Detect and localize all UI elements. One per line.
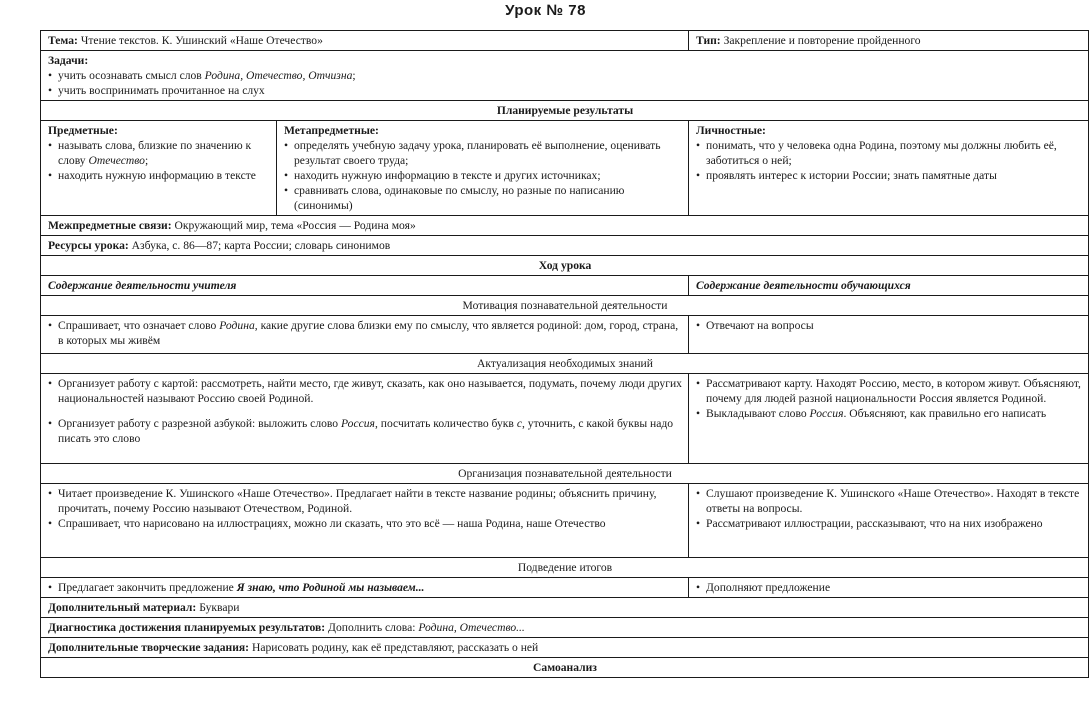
stage-summary-student xyxy=(689,578,1089,598)
creative-row xyxy=(41,638,1089,658)
task-italic: Родина, Отечество, Отчизна xyxy=(204,69,353,82)
additional-material-cell xyxy=(41,598,1089,618)
teacher-text: Предлагает закончить предложение xyxy=(58,581,237,594)
teacher-italic: Россия xyxy=(341,417,375,430)
stage-organization-teacher xyxy=(41,484,689,558)
stage-organization-student xyxy=(689,484,1089,558)
stage-summary-title: Подведение итогов xyxy=(41,558,1089,578)
subject-heading: Предметные: xyxy=(48,124,118,137)
lesson-plan-table xyxy=(40,30,1089,678)
resources-row xyxy=(41,236,1089,256)
meta-item: • находить нужную информацию в тексте и других источниках; xyxy=(284,168,682,183)
stage-motivation-teacher xyxy=(41,316,689,354)
student-item: • Слушают произведение К. Ушинского «Наше Отечество». Находят в тексте ответы на вопросы. xyxy=(696,486,1082,516)
type-cell xyxy=(689,31,1089,51)
teacher-italic: Я знаю, что Родиной мы называем... xyxy=(236,581,425,594)
interdisciplinary-row xyxy=(41,216,1089,236)
stage-actualization-teacher xyxy=(41,374,689,464)
teacher-text-end: , какие другие слова близки ему по смыслу, что является родиной: дом, город, страна, в которых мы живём xyxy=(58,319,679,347)
planned-results-heading: Планируемые результаты xyxy=(41,101,1089,121)
diagnostics-cell xyxy=(41,618,1089,638)
self-analysis-heading: Самоанализ xyxy=(41,658,1089,678)
teacher-item xyxy=(48,580,682,595)
stage-title-row xyxy=(41,354,1089,374)
topic-value: Чтение текстов. К. Ушинский «Наше Отечество» xyxy=(80,34,323,47)
meta-item: • сравнивать слова, одинаковые по смыслу, но разные по написанию (синонимы) xyxy=(284,183,682,213)
personal-results-cell xyxy=(689,121,1089,216)
resources-cell xyxy=(41,236,1089,256)
subject-text-end: ; xyxy=(144,154,149,167)
student-item: • Рассматривают иллюстрации, рассказывают, что на них изображено xyxy=(696,516,1082,531)
topic-row xyxy=(41,31,1089,51)
stage-row xyxy=(41,374,1089,464)
teacher-italic-2: с xyxy=(516,417,522,430)
stage-row xyxy=(41,578,1089,598)
stage-row xyxy=(41,484,1089,558)
teacher-item: • Читает произведение К. Ушинского «Наше Отечество». Предлагает найти в тексте название родины; объяснить причину, прочитать, почему Россию называют Отечеством, Родиной. xyxy=(48,486,682,516)
diagnostics-label: Диагностика достижения планируемых результатов: xyxy=(48,621,326,634)
additional-material-label: Дополнительный материал: xyxy=(48,601,197,614)
personal-item: • проявлять интерес к истории России; знать памятные даты xyxy=(696,168,1082,183)
task-text: учить осознавать смысл слов xyxy=(58,69,205,82)
teacher-item xyxy=(48,416,682,446)
creative-cell xyxy=(41,638,1089,658)
teacher-column-header: Содержание деятельности учителя xyxy=(41,276,689,296)
self-analysis-row xyxy=(41,658,1089,678)
teacher-item: • Организует работу с картой: рассмотреть, найти место, где живут, сказать, как оно называется, подумать, почему люди других национальностей называют Россию своей Родиной. xyxy=(48,376,682,406)
topic-cell xyxy=(41,31,689,51)
lesson-flow-heading: Ход урока xyxy=(41,256,1089,276)
page-title: Урок № 78 xyxy=(505,2,586,19)
meta-item: • определять учебную задачу урока, планировать её выполнение, оценивать результат своего труда; xyxy=(284,138,682,168)
results-row xyxy=(41,121,1089,216)
creative-label: Дополнительные творческие задания: xyxy=(48,641,250,654)
interdisciplinary-label: Межпредметные связи: xyxy=(48,219,172,232)
teacher-text: Спрашивает, что означает слово xyxy=(58,319,220,332)
type-label: Тип: xyxy=(696,34,721,47)
student-text: Выкладывают слово xyxy=(706,407,810,420)
interdisciplinary-value: Окружающий мир, тема «Россия — Родина моя» xyxy=(174,219,416,232)
student-item: • Дополняют предложение xyxy=(696,580,1082,595)
resources-label: Ресурсы урока: xyxy=(48,239,129,252)
tasks-cell xyxy=(41,51,1089,101)
subject-results-cell xyxy=(41,121,277,216)
stage-title-row xyxy=(41,558,1089,578)
teacher-text-end: , уточнить, с какой буквы надо писать это слово xyxy=(58,417,674,445)
tasks-label: Задачи: xyxy=(48,54,89,67)
diagnostics-italic: Родина, Отечество... xyxy=(418,621,525,634)
stage-organization-title: Организация познавательной деятельности xyxy=(41,464,1089,484)
stage-title-row xyxy=(41,464,1089,484)
diagnostics-row xyxy=(41,618,1089,638)
student-item: • Рассматривают карту. Находят Россию, место, в котором живут. Объясняют, почему для людей разной национальности Россия является Родиной. xyxy=(696,376,1082,406)
student-italic: Россия xyxy=(809,407,844,420)
type-value: Закрепление и повторение пройденного xyxy=(723,34,921,47)
student-text-end: . Объясняют, как правильно его написать xyxy=(843,407,1047,420)
stage-summary-teacher xyxy=(41,578,689,598)
creative-value: Нарисовать родину, как её представляют, рассказать о ней xyxy=(251,641,539,654)
additional-material-row xyxy=(41,598,1089,618)
student-item: • Отвечают на вопросы xyxy=(696,318,1082,333)
task-item: • учить воспринимать прочитанное на слух xyxy=(48,83,1082,98)
teacher-text: Организует работу с разрезной азбукой: выложить слово xyxy=(58,417,341,430)
stage-motivation-title: Мотивация познавательной деятельности xyxy=(41,296,1089,316)
teacher-italic: Родина xyxy=(219,319,255,332)
stage-actualization-title: Актуализация необходимых знаний xyxy=(41,354,1089,374)
student-item xyxy=(696,406,1082,421)
teacher-text-mid: , посчитать количество букв xyxy=(374,417,517,430)
meta-results-cell xyxy=(277,121,689,216)
stage-motivation-student xyxy=(689,316,1089,354)
task-item xyxy=(48,68,1082,83)
subject-text: называть слова, близкие по значению к слову xyxy=(58,139,252,167)
subject-italic: Отечество xyxy=(88,154,145,167)
topic-label: Тема: xyxy=(48,34,78,47)
personal-heading: Личностные: xyxy=(696,124,766,137)
diagnostics-value: Дополнить слова: xyxy=(328,621,419,634)
stage-title-row xyxy=(41,296,1089,316)
additional-material-value: Буквари xyxy=(199,601,240,614)
subject-item: • находить нужную информацию в тексте xyxy=(48,168,270,183)
activity-header-row xyxy=(41,276,1089,296)
tasks-row xyxy=(41,51,1089,101)
teacher-item xyxy=(48,318,682,348)
subject-item xyxy=(48,138,270,168)
lesson-flow-row xyxy=(41,256,1089,276)
interdisciplinary-cell xyxy=(41,216,1089,236)
task-text-end: ; xyxy=(352,69,356,82)
planned-results-row xyxy=(41,101,1089,121)
teacher-item: • Спрашивает, что нарисовано на иллюстрациях, можно ли сказать, что это всё — наша Родина, наше Отечество xyxy=(48,516,682,531)
meta-heading: Метапредметные: xyxy=(284,124,379,137)
stage-row xyxy=(41,316,1089,354)
student-column-header: Содержание деятельности обучающихся xyxy=(689,276,1089,296)
stage-actualization-student xyxy=(689,374,1089,464)
resources-value: Азбука, с. 86—87; карта России; словарь синонимов xyxy=(131,239,391,252)
personal-item: • понимать, что у человека одна Родина, поэтому мы должны любить её, заботиться о ней; xyxy=(696,138,1082,168)
